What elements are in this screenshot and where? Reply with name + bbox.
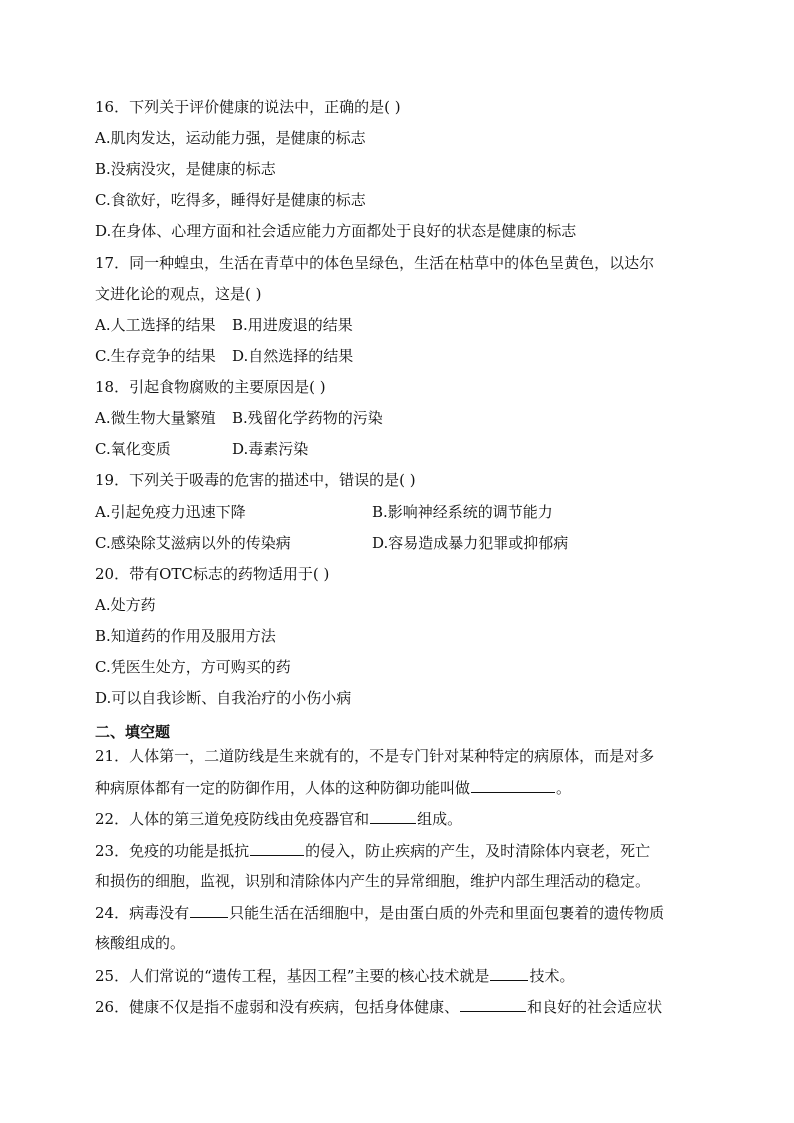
question-18-option-c: C.氧化变质 [95,440,171,458]
question-16-option-b: B.没病没灾，是健康的标志 [95,160,276,178]
answer-blank-26[interactable] [460,996,526,1012]
question-19-option-b: B.影响神经系统的调节能力 [372,503,553,521]
question-19-option-a: A.引起免疫力迅速下降 [95,503,246,521]
question-18-option-b: B.残留化学药物的污染 [232,409,383,427]
question-19-option-c: C.感染除艾滋病以外的传染病 [95,534,291,552]
question-22-text-before-blank: 22．人体的第三道免疫防线由免疫器官和 [95,810,370,828]
question-16-option-a: A.肌肉发达，运动能力强，是健康的标志 [95,129,366,147]
section-heading-fill-in: 二、填空题 [95,723,171,741]
question-17-stem-line1: 17．同一种蝗虫，生活在青草中的体色呈绿色，生活在枯草中的体色呈黄色，以达尔 [95,254,655,272]
question-25 [95,965,574,986]
answer-blank-21[interactable] [471,777,555,793]
question-20-stem: 20．带有OTC标志的药物适用于( ) [95,565,330,583]
question-24-text-after-blank: 只能生活在活细胞中，是由蛋白质的外壳和里面包裹着的遗传物质 [229,904,665,922]
question-17-option-b: B.用进废退的结果 [232,316,353,334]
question-20-option-c: C.凭医生处方，方可购买的药 [95,658,291,676]
question-24-line1 [95,902,664,923]
question-17-option-a: A.人工选择的结果 [95,316,216,334]
question-21-line2 [95,777,571,798]
question-17-option-d: D.自然选择的结果 [232,347,354,365]
question-21-line1: 21．人体第一，二道防线是生来就有的，不是专门针对某种特定的病原体，而是对多 [95,747,655,765]
question-23-text-after-blank: 的侵入，防止疾病的产生，及时清除体内衰老，死亡 [305,842,651,860]
question-26-text-before-blank: 26．健康不仅是指不虚弱和没有疾病，包括身体健康、 [95,998,460,1016]
question-20-option-b: B.知道药的作用及服用方法 [95,627,276,645]
question-26-text-after-blank: 和良好的社会适应状 [527,998,663,1016]
question-23-text-before-blank: 23．免疫的功能是抵抗 [95,842,250,860]
question-22-text-after-blank: 组成。 [417,810,463,828]
question-23-line1 [95,840,650,861]
question-24-text-before-blank: 24．病毒没有 [95,904,190,922]
question-16-option-c: C.食欲好，吃得多，睡得好是健康的标志 [95,191,366,209]
question-18-option-a: A.微生物大量繁殖 [95,409,216,427]
question-16-option-d: D.在身体、心理方面和社会适应能力方面都处于良好的状态是健康的标志 [95,222,577,240]
question-21-text-after-blank: 。 [556,779,572,797]
question-19-option-d: D.容易造成暴力犯罪或抑郁病 [372,534,569,552]
question-22 [95,808,462,829]
question-26 [95,996,662,1017]
question-18-stem: 18．引起食物腐败的主要原因是( ) [95,378,326,396]
question-25-text-before-blank: 25．人们常说的“遗传工程，基因工程”主要的核心技术就是 [95,967,490,985]
question-21-text-before-blank: 种病原体都有一定的防御作用，人体的这种防御功能叫做 [95,779,471,797]
answer-blank-23[interactable] [250,840,304,856]
question-19-stem: 19．下列关于吸毒的危害的描述中，错误的是( ) [95,471,416,489]
answer-blank-25[interactable] [490,965,528,981]
question-17-stem-line2: 文进化论的观点，这是( ) [95,285,262,303]
question-20-option-d: D.可以自我诊断、自我治疗的小伤小病 [95,689,352,707]
question-24-line2: 核酸组成的。 [95,934,186,952]
question-25-text-after-blank: 技术。 [529,967,575,985]
question-18-option-d: D.毒素污染 [232,440,309,458]
answer-blank-22[interactable] [370,808,416,824]
question-23-line2: 和损伤的细胞，监视，识别和清除体内产生的异常细胞，维护内部生理活动的稳定。 [95,872,651,890]
question-20-option-a: A.处方药 [95,596,156,614]
question-16-stem: 16．下列关于评价健康的说法中，正确的是( ) [95,98,401,116]
answer-blank-24[interactable] [190,902,228,918]
question-17-option-c: C.生存竞争的结果 [95,347,216,365]
